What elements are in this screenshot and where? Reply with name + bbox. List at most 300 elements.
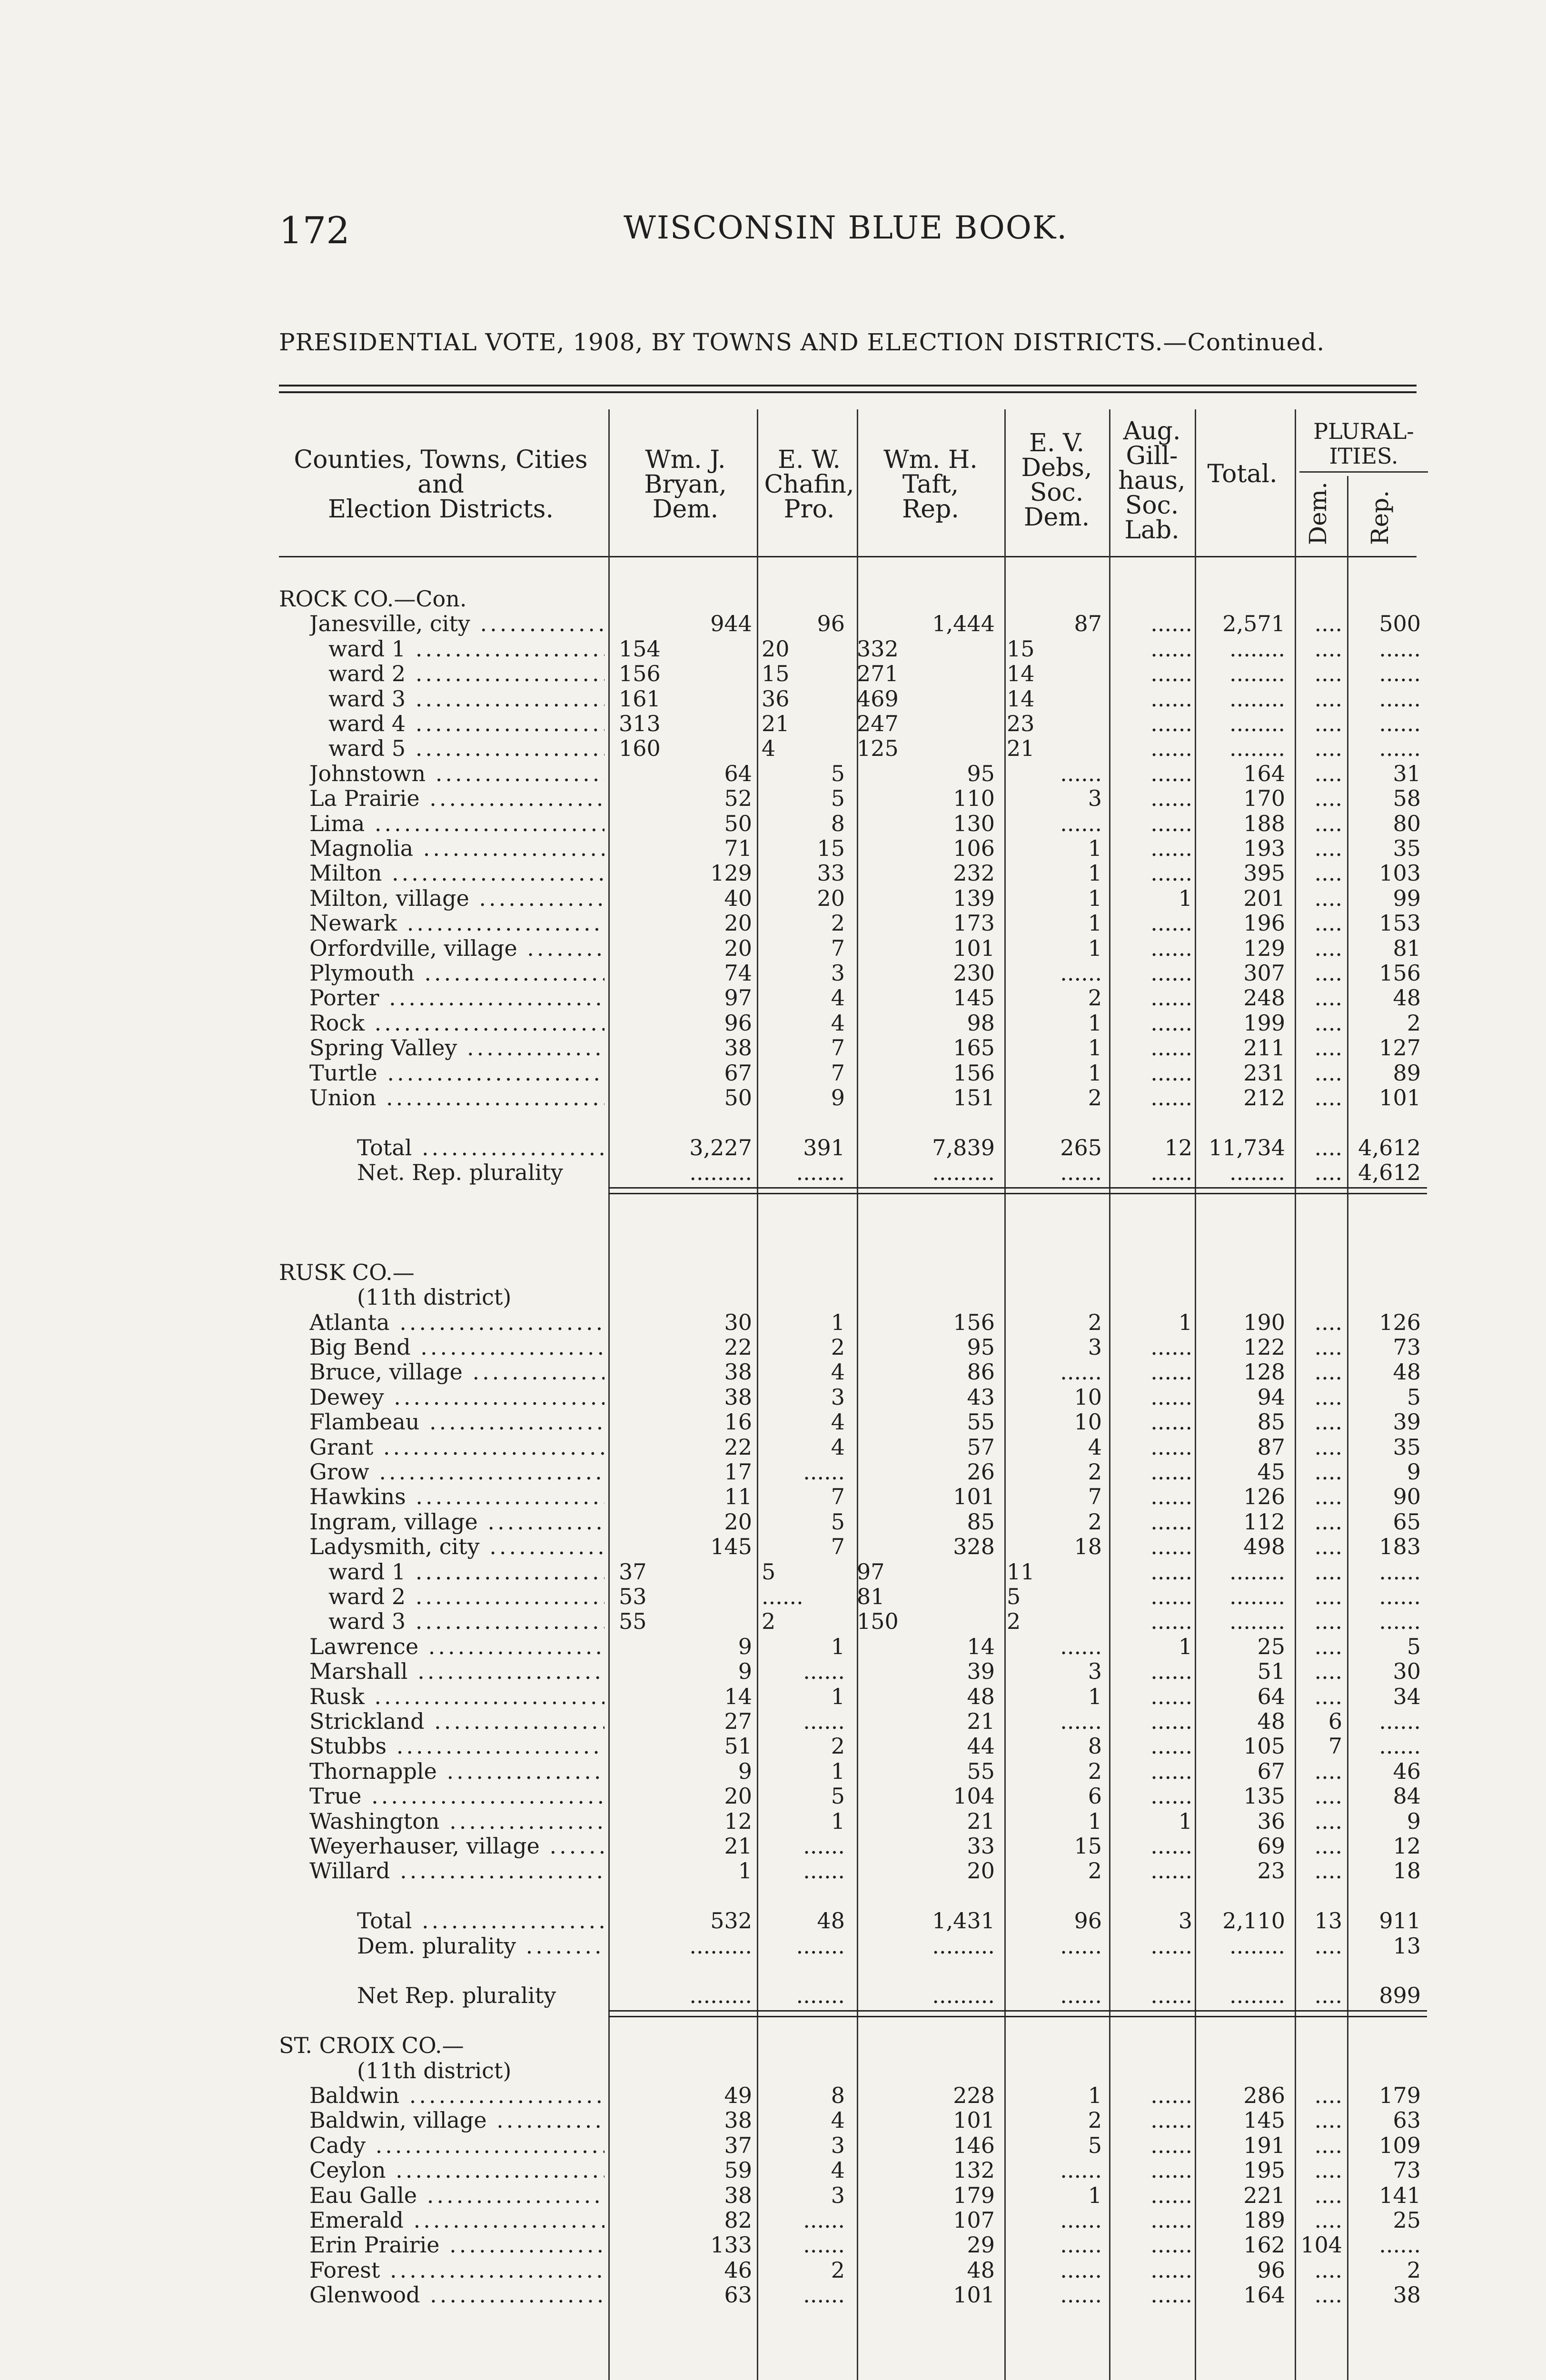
cell-c9: 65	[1393, 1508, 1421, 1535]
cell-c8: ....	[1314, 960, 1342, 986]
row-label: Washington .....	[309, 1809, 605, 1834]
cell-c6: ......	[1150, 935, 1192, 961]
cell-c7: ........	[1229, 735, 1285, 762]
cell-c5: 14	[1007, 661, 1035, 687]
cell-c7: 94	[1257, 1384, 1285, 1410]
cell-c5: ......	[1060, 1708, 1102, 1734]
cell-c3: 5	[831, 785, 845, 812]
cell-c2: 71	[724, 835, 752, 861]
table-row	[0, 1011, 1546, 1035]
cell-c6: 1	[1178, 885, 1192, 911]
cell-c4: 146	[953, 2132, 995, 2158]
cell-c8: ....	[1314, 910, 1342, 936]
cell-c6: 1	[1178, 1309, 1192, 1335]
table-row	[0, 1759, 1546, 1784]
cell-c4: 55	[967, 1409, 995, 1435]
cell-c5: 1	[1088, 1035, 1102, 1061]
table-row	[0, 1834, 1546, 1858]
row-label: Milton, village .....	[309, 886, 605, 911]
cell-c9: 141	[1379, 2182, 1421, 2208]
table-row	[0, 1235, 1546, 1259]
cell-c5: 1	[1088, 1683, 1102, 1709]
cell-c6: ......	[1150, 810, 1192, 836]
row-label: Dewey .....	[309, 1385, 605, 1409]
cell-c6: ......	[1150, 1484, 1192, 1510]
cell-c7: 395	[1243, 860, 1285, 886]
cell-c4: 469	[857, 685, 899, 712]
cell-c7: ........	[1229, 711, 1285, 736]
row-label: Weyerhauser, village .....	[309, 1834, 605, 1858]
cell-c2: 20	[724, 935, 752, 961]
row-label: ward 5 .....	[328, 736, 605, 761]
cell-c5: 1	[1088, 1010, 1102, 1036]
cell-c2: .........	[689, 1933, 752, 1959]
cell-c5: 23	[1007, 711, 1035, 736]
table-row	[0, 961, 1546, 985]
section-double-rule-2	[608, 2016, 1427, 2017]
table-row	[0, 936, 1546, 961]
cell-c8: ....	[1314, 661, 1342, 687]
cell-c7: 105	[1243, 1733, 1285, 1759]
cell-c4: 151	[953, 1085, 995, 1111]
cell-c8: 13	[1314, 1908, 1342, 1934]
cell-c2: 20	[724, 1783, 752, 1809]
cell-c6: ......	[1150, 685, 1192, 712]
table-row	[0, 661, 1546, 686]
cell-c6: ......	[1150, 1708, 1192, 1734]
cell-c7: 286	[1243, 2082, 1285, 2108]
cell-c4: 328	[953, 1534, 995, 1560]
cell-c7: ........	[1229, 1933, 1285, 1959]
cell-c4: 81	[857, 1584, 885, 1609]
table-row	[0, 1459, 1546, 1484]
cell-c3: .......	[796, 1983, 845, 2009]
cell-c6: ......	[1150, 835, 1192, 861]
cell-c8: 7	[1328, 1733, 1342, 1759]
cell-c3: 3	[831, 2132, 845, 2158]
cell-c1: 55	[619, 1608, 647, 1635]
row-label: ward 3 .....	[328, 1609, 605, 1634]
cell-c2: 38	[724, 1035, 752, 1061]
cell-c4: 85	[967, 1508, 995, 1535]
cell-c3: 7	[831, 1035, 845, 1061]
cell-c7: 201	[1243, 885, 1285, 911]
cell-c7: 67	[1257, 1758, 1285, 1784]
table-row	[0, 1659, 1546, 1684]
cell-c5: 10	[1074, 1384, 1102, 1410]
cell-c8: ....	[1314, 1858, 1342, 1884]
cell-c3: 7	[831, 935, 845, 961]
row-label: Total .....	[357, 1908, 605, 1933]
cell-c9: 30	[1393, 1658, 1421, 1685]
cell-c9: 2	[1407, 1010, 1421, 1036]
cell-c3: .......	[796, 1160, 845, 1186]
row-label: Grant .....	[309, 1435, 605, 1459]
cell-c2: 40	[724, 885, 752, 911]
row-label: Plymouth .....	[309, 961, 605, 985]
cell-c6: ......	[1150, 1833, 1192, 1859]
cell-c6: ......	[1150, 2207, 1192, 2233]
table-row	[0, 1135, 1546, 1160]
cell-c4: 130	[953, 810, 995, 836]
cell-c5: 2	[1088, 1459, 1102, 1485]
cell-c9: 500	[1379, 611, 1421, 637]
row-label: Orfordville, village .....	[309, 936, 605, 961]
cell-c8: ....	[1314, 985, 1342, 1011]
cell-c6: ......	[1150, 1783, 1192, 1809]
cell-c9: 31	[1393, 760, 1421, 786]
cell-c9: ......	[1379, 635, 1421, 662]
cell-c8: ....	[1314, 1134, 1342, 1160]
cell-c6: ......	[1150, 1085, 1192, 1111]
table-row	[0, 611, 1546, 636]
cell-c9: 90	[1393, 1484, 1421, 1510]
cell-c2: 74	[724, 960, 752, 986]
cell-c7: 69	[1257, 1833, 1285, 1859]
cell-c6: 1	[1178, 1808, 1192, 1834]
cell-c8: ....	[1314, 1409, 1342, 1435]
table-row	[0, 1734, 1546, 1758]
table-row	[0, 2058, 1546, 2083]
cell-c8: ....	[1314, 1658, 1342, 1685]
cell-c2: 22	[724, 1334, 752, 1360]
cell-c9: 35	[1393, 835, 1421, 861]
cell-c7: 164	[1243, 760, 1285, 786]
cell-c2: 9	[738, 1658, 752, 1685]
cell-c9: ......	[1379, 711, 1421, 736]
cell-c8: 6	[1328, 1708, 1342, 1734]
cell-c9: ......	[1379, 735, 1421, 762]
cell-c5: 1	[1088, 885, 1102, 911]
cell-c8: ....	[1314, 1384, 1342, 1410]
row-label: Stubbs .....	[309, 1734, 605, 1758]
row-label: Cady .....	[309, 2133, 605, 2158]
cell-c8: ....	[1314, 1584, 1342, 1609]
cell-c3: 1	[831, 1309, 845, 1335]
table-row	[0, 761, 1546, 786]
cell-c7: 11,734	[1209, 1134, 1285, 1160]
cell-c9: 899	[1379, 1983, 1421, 2009]
cell-c3: 2	[831, 2257, 845, 2283]
cell-c7: ........	[1229, 1160, 1285, 1186]
table-row	[0, 2258, 1546, 2282]
cell-c4: .........	[932, 1983, 995, 2009]
cell-c8: ....	[1314, 1683, 1342, 1709]
cell-c4: 1,444	[932, 611, 995, 637]
row-label: ST. CROIX CO.—	[279, 2033, 464, 2058]
cell-c3: 5	[762, 1558, 776, 1585]
cell-c7: 307	[1243, 960, 1285, 986]
cell-c9: 101	[1379, 1085, 1421, 1111]
header-top-double-rule-2	[279, 391, 1417, 393]
table-row	[0, 2008, 1546, 2033]
cell-c3: .......	[796, 1933, 845, 1959]
cell-c8: ....	[1314, 1309, 1342, 1335]
cell-c2: 11	[724, 1484, 752, 1510]
cell-c4: 14	[967, 1633, 995, 1659]
cell-c2: 50	[724, 810, 752, 836]
cell-c5: 10	[1074, 1409, 1102, 1435]
cell-c7: 231	[1243, 1060, 1285, 1086]
cell-c8: ....	[1314, 1808, 1342, 1834]
cell-c5: ......	[1060, 960, 1102, 986]
header-dem: Dem.	[1304, 482, 1332, 545]
cell-c5: 1	[1088, 1808, 1102, 1834]
cell-c4: 139	[953, 885, 995, 911]
cell-c5: ......	[1060, 2207, 1102, 2233]
row-label: Rusk .....	[309, 1684, 605, 1709]
cell-c7: 87	[1257, 1434, 1285, 1460]
cell-c7: 45	[1257, 1459, 1285, 1485]
cell-c9: ......	[1379, 1733, 1421, 1759]
cell-c9: ......	[1379, 1608, 1421, 1635]
cell-c6: ......	[1150, 2157, 1192, 2183]
cell-c5: 1	[1088, 1060, 1102, 1086]
cell-c9: 35	[1393, 1434, 1421, 1460]
cell-c5: 5	[1088, 2132, 1102, 2158]
table-row	[0, 1260, 1546, 1285]
cell-c8: ....	[1314, 635, 1342, 662]
cell-c8: ....	[1314, 935, 1342, 961]
row-label: ward 1 .....	[328, 1559, 605, 1584]
cell-c4: 101	[953, 2282, 995, 2308]
cell-c4: 228	[953, 2082, 995, 2108]
cell-c4: 7,839	[932, 1134, 995, 1160]
cell-c6: ......	[1150, 1933, 1192, 1959]
table-row	[0, 1634, 1546, 1659]
cell-c6: ......	[1150, 1434, 1192, 1460]
cell-c7: 212	[1243, 1085, 1285, 1111]
cell-c7: 96	[1257, 2257, 1285, 2283]
cell-c4: 33	[967, 1833, 995, 1859]
cell-c4: 173	[953, 910, 995, 936]
cell-c9: 46	[1393, 1758, 1421, 1784]
cell-c2: 16	[724, 1409, 752, 1435]
cell-c9: ......	[1379, 661, 1421, 687]
cell-c5: 87	[1074, 611, 1102, 637]
row-label: (11th district)	[357, 1285, 512, 1310]
cell-c7: 126	[1243, 1484, 1285, 1510]
row-label: Marshall .....	[309, 1659, 605, 1684]
cell-c9: 9	[1407, 1808, 1421, 1834]
cell-c3: ......	[803, 1658, 845, 1685]
row-label: Thornapple .....	[309, 1759, 605, 1784]
cell-c6: ......	[1150, 1858, 1192, 1884]
row-label: Janesville, city .....	[309, 611, 605, 636]
cell-c7: 221	[1243, 2182, 1285, 2208]
cell-c7: 64	[1257, 1683, 1285, 1709]
cell-c8: ....	[1314, 735, 1342, 762]
row-label: Turtle .....	[309, 1061, 605, 1085]
cell-c6: ......	[1150, 985, 1192, 1011]
table-title: PRESIDENTIAL VOTE, 1908, BY TOWNS AND ELECTION DISTRICTS.—Continued.	[279, 328, 1325, 356]
row-label: Porter .....	[309, 985, 605, 1010]
row-label: Eau Galle .....	[309, 2183, 605, 2208]
cell-c5: ......	[1060, 760, 1102, 786]
row-label: Johnstown .....	[309, 761, 605, 786]
row-label: ward 3 .....	[328, 686, 605, 711]
cell-c8: ....	[1314, 1035, 1342, 1061]
cell-c7: ........	[1229, 661, 1285, 687]
cell-c7: 162	[1243, 2232, 1285, 2258]
cell-c7: 112	[1243, 1508, 1285, 1535]
cell-c6: ......	[1150, 1359, 1192, 1385]
cell-c9: ......	[1379, 2232, 1421, 2258]
table-row	[0, 985, 1546, 1010]
cell-c5: 14	[1007, 685, 1035, 712]
cell-c9: 5	[1407, 1633, 1421, 1659]
cell-c7: 188	[1243, 810, 1285, 836]
cell-c5: 8	[1088, 1733, 1102, 1759]
cell-c7: 170	[1243, 785, 1285, 812]
cell-c2: 12	[724, 1808, 752, 1834]
cell-c8: ....	[1314, 1010, 1342, 1036]
cell-c4: 101	[953, 935, 995, 961]
cell-c6: ......	[1150, 760, 1192, 786]
cell-c7: 128	[1243, 1359, 1285, 1385]
cell-c7: 164	[1243, 2282, 1285, 2308]
cell-c9: ......	[1379, 685, 1421, 712]
cell-c6: ......	[1150, 2257, 1192, 2283]
cell-c8: ....	[1314, 1334, 1342, 1360]
cell-c5: ......	[1060, 2257, 1102, 2283]
row-label: Atlanta .....	[309, 1310, 605, 1335]
table-row	[0, 911, 1546, 935]
cell-c9: 25	[1393, 2207, 1421, 2233]
cell-c2: 9	[738, 1633, 752, 1659]
cell-c8: ....	[1314, 1783, 1342, 1809]
table-row	[0, 1934, 1546, 1958]
table-row	[0, 1534, 1546, 1559]
cell-c2: 17	[724, 1459, 752, 1485]
cell-c2: 38	[724, 1384, 752, 1410]
header-debs: E. V. Debs, Soc. Dem.	[1021, 429, 1092, 532]
cell-c5: 2	[1088, 1309, 1102, 1335]
cell-c6: ......	[1150, 960, 1192, 986]
cell-c2: 63	[724, 2282, 752, 2308]
cell-c7: ........	[1229, 1584, 1285, 1609]
cell-c3: 5	[831, 760, 845, 786]
table-row	[0, 1559, 1546, 1584]
cell-c1: 161	[619, 685, 661, 712]
cell-c7: 48	[1257, 1708, 1285, 1734]
cell-c9: 156	[1379, 960, 1421, 986]
table-row	[0, 1584, 1546, 1609]
cell-c6: ......	[1150, 1060, 1192, 1086]
cell-c1: 313	[619, 711, 661, 736]
header-bottom-rule	[279, 556, 1417, 557]
cell-c4: 26	[967, 1459, 995, 1485]
row-label: (11th district)	[357, 2058, 512, 2083]
header-top-double-rule	[279, 385, 1417, 387]
cell-c6: ......	[1150, 1683, 1192, 1709]
cell-c4: 132	[953, 2157, 995, 2183]
row-label: Milton .....	[309, 861, 605, 885]
cell-c3: 1	[831, 1683, 845, 1709]
cell-c5: 5	[1007, 1584, 1021, 1609]
row-label: ward 2 .....	[328, 661, 605, 686]
cell-c5: 2	[1007, 1608, 1021, 1635]
cell-c8: ....	[1314, 2157, 1342, 2183]
cell-c5: ......	[1060, 810, 1102, 836]
table-row	[0, 1385, 1546, 1409]
cell-c7: 2,571	[1222, 611, 1285, 637]
cell-c4: 271	[857, 661, 899, 687]
cell-c4: 232	[953, 860, 995, 886]
cell-c5: 11	[1007, 1558, 1035, 1585]
cell-c3: 1	[831, 1758, 845, 1784]
cell-c4: 48	[967, 2257, 995, 2283]
cell-c2: 30	[724, 1309, 752, 1335]
cell-c2: 9	[738, 1758, 752, 1784]
cell-c8: ....	[1314, 2132, 1342, 2158]
cell-c8: ....	[1314, 2207, 1342, 2233]
cell-c6: ......	[1150, 2282, 1192, 2308]
cell-c8: ....	[1314, 1983, 1342, 2009]
cell-c1: 53	[619, 1584, 647, 1609]
cell-c9: 911	[1379, 1908, 1421, 1934]
cell-c4: .........	[932, 1933, 995, 1959]
table-row	[0, 2133, 1546, 2158]
cell-c6: ......	[1150, 785, 1192, 812]
row-label: ward 4 .....	[328, 711, 605, 736]
cell-c6: ......	[1150, 1584, 1192, 1609]
cell-c2: 38	[724, 2107, 752, 2133]
cell-c3: ......	[803, 1833, 845, 1859]
row-label: Glenwood .....	[309, 2282, 605, 2307]
cell-c3: 391	[803, 1134, 845, 1160]
cell-c2: 129	[710, 860, 752, 886]
cell-c6: ......	[1150, 1558, 1192, 1585]
cell-c7: 129	[1243, 935, 1285, 961]
cell-c3: 2	[831, 1733, 845, 1759]
cell-c4: 29	[967, 2232, 995, 2258]
cell-c7: 211	[1243, 1035, 1285, 1061]
cell-c4: 247	[857, 711, 899, 736]
table-row	[0, 736, 1546, 761]
cell-c9: 4,612	[1358, 1134, 1421, 1160]
cell-c4: 125	[857, 735, 899, 762]
cell-c7: 51	[1257, 1658, 1285, 1685]
cell-c4: 43	[967, 1384, 995, 1410]
cell-c9: 73	[1393, 1334, 1421, 1360]
cell-c2: 944	[710, 611, 752, 637]
row-label: Lawrence .....	[309, 1634, 605, 1659]
cell-c7: 191	[1243, 2132, 1285, 2158]
cell-c2: 20	[724, 910, 752, 936]
cell-c8: ....	[1314, 1060, 1342, 1086]
cell-c8: ....	[1314, 885, 1342, 911]
cell-c6: ......	[1150, 2232, 1192, 2258]
cell-c4: 106	[953, 835, 995, 861]
table-row	[0, 1684, 1546, 1709]
cell-c4: 145	[953, 985, 995, 1011]
table-row	[0, 1085, 1546, 1110]
table-row	[0, 2158, 1546, 2182]
cell-c3: 3	[831, 1384, 845, 1410]
cell-c8: ....	[1314, 1933, 1342, 1959]
table-row	[0, 1484, 1546, 1509]
cell-c6: ......	[1150, 1983, 1192, 2009]
cell-c3: 2	[762, 1608, 776, 1635]
cell-c4: 20	[967, 1858, 995, 1884]
cell-c9: 103	[1379, 860, 1421, 886]
cell-c8: ....	[1314, 1484, 1342, 1510]
section-double-rule	[608, 2010, 1427, 2012]
table-row	[0, 1061, 1546, 1085]
cell-c3: 2	[831, 910, 845, 936]
row-label: ward 2 .....	[328, 1584, 605, 1609]
